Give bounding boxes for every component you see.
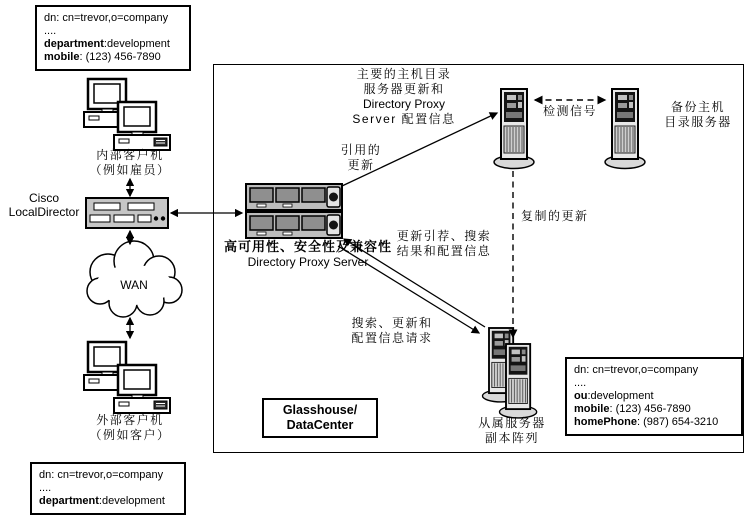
consumer-replica-label: 从属服务器 副本阵列 — [478, 416, 546, 445]
heartbeat-annotation: 检测信号 — [542, 104, 597, 118]
record-dn: dn: cn=trevor,o=company — [44, 12, 169, 24]
record-attr: department:development — [44, 38, 170, 50]
internal-clients-label: 内部客户机 （例如雇员） — [89, 148, 171, 177]
ldap-record-consumer — [565, 357, 743, 436]
ldap-record-internal — [35, 5, 191, 71]
external-clients-label: 外部客户机 （例如客户） — [89, 413, 171, 442]
internal-clients-icon — [84, 79, 170, 150]
wan-label: WAN — [120, 278, 148, 292]
referred-updates-annotation: 引用的 更新 — [340, 143, 382, 172]
consumer-replica-servers-icon — [482, 328, 536, 418]
directory-proxy-server-icon — [246, 184, 342, 238]
record-dots: .... — [574, 377, 587, 389]
record-attr: mobile: (123) 456-7890 — [44, 51, 161, 63]
search-requests-annotation: 搜索、更新和 配置信息请求 — [351, 316, 433, 345]
record-dn: dn: cn=trevor,o=company — [574, 364, 699, 376]
proxy-server-label: 高可用性、安全性及兼容性 Directory Proxy Server — [223, 239, 392, 269]
record-attr: mobile: (123) 456-7890 — [574, 403, 691, 415]
external-clients-icon — [84, 342, 170, 413]
localdirector-icon — [86, 198, 168, 228]
record-attr: homePhone: (987) 654-3210 — [574, 416, 719, 428]
update-referrals-annotation: 更新引荐、搜索 结果和配置信息 — [396, 229, 492, 258]
master-updates-annotation: 主要的主机目录 服务器更新和 Directory Proxy Server 配置信息 — [352, 67, 456, 126]
backup-master-label: 备份主机 目录服务器 — [664, 100, 732, 129]
replicated-updates-annotation: 复制的更新 — [521, 209, 589, 223]
ldap-record-external — [30, 462, 186, 515]
record-attr: department:development — [39, 495, 165, 507]
record-attr: ou:development — [574, 390, 654, 402]
localdirector-label: Cisco LocalDirector — [8, 191, 80, 219]
record-dots: .... — [44, 25, 57, 37]
record-dots: .... — [39, 482, 52, 494]
record-dn: dn: cn=trevor,o=company — [39, 469, 164, 481]
backup-directory-server-icon — [605, 89, 645, 169]
datacenter-title-box: Glasshouse/ DataCenter — [262, 398, 378, 438]
master-directory-server-icon — [494, 89, 534, 169]
